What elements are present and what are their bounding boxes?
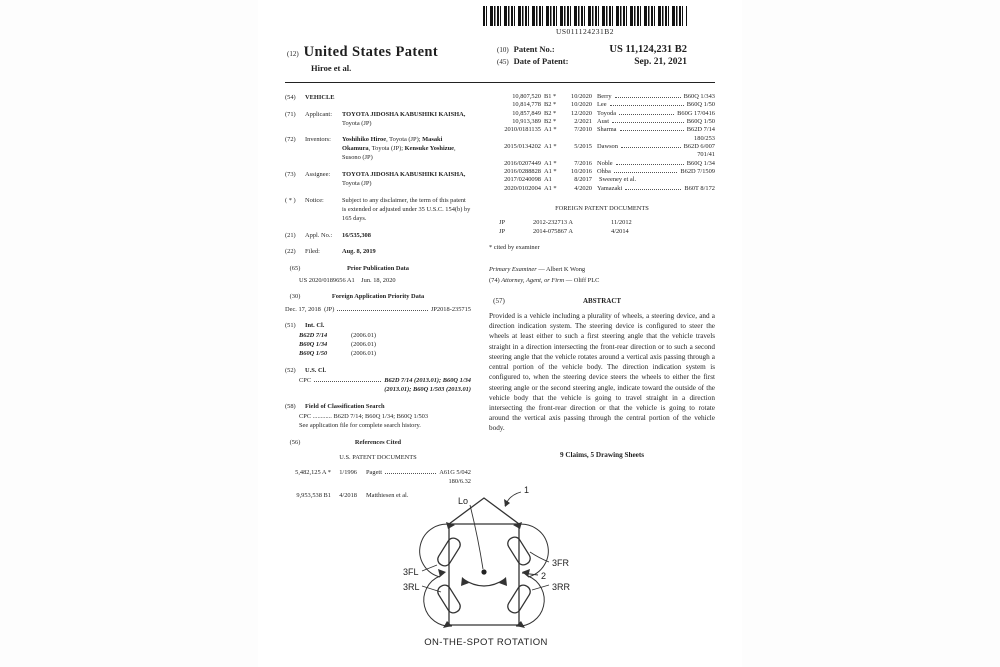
ref-date: 7/2010 (574, 126, 592, 134)
ref-name: Dawson (597, 142, 618, 150)
int-cl-row (299, 349, 471, 358)
wheel-arc-rear-left (424, 576, 452, 628)
abstract-text: Provided is a vehicle including a plurality of wheels, a steering device, and a direction indication system. The steering device is configured to steer the wheels at least either to such a first steering angle that the vehicle travels straight in a direction intersecting the front-rear direction or to such a second steering angle that the vehicle rotates around a vertical axis passing through a central portion of the vehicle body. The direction indication system is configured to, when the steering device steers the wheels to either the first steering angle or the second steering angle, indicate toward the outside of the vehicle body that the vehicle is going to travel straight in a direction intersecting the front-rear direction or that the vehicle is going to rotate around the vertical axis passing through the central portion of the vehicle body. (489, 312, 715, 433)
references-heading: References Cited (354, 438, 402, 446)
ref-name: Noble (597, 159, 613, 167)
header (287, 44, 687, 73)
foreign-priority-heading: Foreign Application Priority Data (331, 293, 425, 301)
int-cl-heading: Int. Cl. (305, 322, 325, 330)
ref-class: B62D 6/007 (683, 142, 715, 150)
ref-kind: A1 (544, 176, 552, 184)
leader-dots (615, 97, 681, 98)
applicant-org: TOYOTA JIDOSHA KABUSHIKI KAISHA, (342, 110, 466, 118)
ref-date: 10/2020 (571, 93, 592, 100)
field-code: (58) (285, 402, 296, 410)
field-71-applicant (285, 110, 471, 128)
field-code: (22) (285, 248, 296, 256)
attorney-label: Attorney, Agent, or Firm (501, 276, 565, 284)
ref-date: 4/2014 (611, 227, 629, 235)
barcode-block (483, 6, 687, 36)
ref-number: 2016/0288828 (504, 167, 541, 175)
label-1: 1 (524, 485, 530, 495)
lo-leader-line (470, 505, 483, 569)
field-code: (72) (285, 136, 296, 144)
class-year: (2006.01) (351, 341, 377, 349)
ref-country: JP (499, 227, 506, 235)
pub-date: Jun. 18, 2020 (361, 276, 396, 284)
ref-number: 10,857,849 (512, 109, 541, 117)
search-note: See application file for complete search history. (299, 421, 421, 429)
appl-no-label: Appl. No.: (305, 231, 333, 239)
field-52-us-cl (285, 366, 471, 394)
wheel-arc-rear-right (516, 576, 544, 628)
inventor-loc: , Toyota (JP); (368, 145, 405, 153)
examiner-block (489, 266, 715, 285)
field-code: (52) (285, 366, 296, 374)
applicant-loc: Toyota (JP) (342, 119, 372, 127)
patent-date: Sep. 21, 2021 (634, 57, 687, 67)
ref-date: 5/2015 (574, 142, 592, 150)
field-code: (73) (285, 171, 296, 179)
field-code: (30) (289, 293, 301, 301)
ref-number: 9,953,538 B1 (296, 491, 331, 499)
field-73-assignee (285, 170, 471, 188)
us-ref-row (489, 118, 715, 126)
leader-dots (614, 172, 678, 173)
leader-dots (385, 473, 436, 474)
right-column (489, 93, 715, 508)
doc-kind-code: (12) (287, 50, 299, 58)
cpc-line1 (299, 376, 471, 385)
ref-kind: A1 * (544, 184, 557, 192)
ref-kind: A1 * (544, 142, 557, 150)
ref1-arrow (504, 492, 521, 507)
drawing-figure (395, 480, 635, 667)
field-22-filed (285, 247, 471, 256)
ref-class: B60Q 1/34 (686, 159, 715, 167)
date-code: (45) (497, 58, 509, 66)
inventor-name: Kensuke Yoshizue (404, 145, 454, 153)
cited-by-examiner-note: * cited by examiner (489, 243, 540, 251)
ref-kind: A1 * (544, 167, 557, 175)
assignee-value (342, 170, 471, 188)
notice-label: Notice: (305, 196, 324, 204)
ref-class: B60Q 1/50 (686, 117, 715, 125)
leader-dots (616, 164, 684, 165)
us-cl-heading: U.S. Cl. (305, 366, 326, 374)
primary-examiner-label: Primary Examiner (489, 266, 537, 274)
leader-dots (314, 381, 381, 382)
label-3rr: 3RR (552, 582, 571, 592)
abstract-heading: ABSTRACT (582, 296, 622, 305)
us-ref-row (489, 143, 715, 151)
field-code: (21) (285, 231, 296, 239)
assignee-org: TOYOTA JIDOSHA KABUSHIKI KAISHA, (342, 171, 466, 179)
pub-number: US 2020/0189656 A1 (299, 276, 355, 284)
assignee-loc: Toyota (JP) (342, 180, 372, 188)
us-ref-row (489, 185, 715, 193)
field-code: (65) (289, 264, 301, 272)
ref-country: JP (499, 219, 506, 227)
ref-number: 2010/0181135 (504, 126, 541, 134)
priority-country: (JP) (324, 305, 335, 313)
ref-kind: B2 * (544, 117, 557, 125)
inventors-label: Inventors: (305, 136, 331, 144)
ref-class-cont: 701/41 (697, 151, 715, 159)
leader-dots (621, 147, 681, 148)
ref-name: Matthiesen et al. (366, 491, 409, 499)
class-code: B62D 7/14 (299, 332, 328, 340)
us-ref-row (489, 101, 715, 109)
leader-dots (337, 310, 428, 311)
label-3fl: 3FL (403, 567, 419, 577)
header-rule (285, 82, 715, 83)
date-label: Date of Patent: (513, 56, 569, 66)
us-ref-row (489, 160, 715, 168)
us-ref-row (489, 168, 715, 176)
leader-dots (610, 105, 684, 106)
attorney-value: — Oliff PLC (565, 276, 600, 284)
us-ref-row (489, 93, 715, 101)
ref-class: B60G 17/0416 (677, 109, 715, 117)
left-column (285, 93, 471, 508)
ref-kind: B2 * (544, 109, 557, 117)
us-refs-continued (489, 93, 715, 193)
cpc-line2: (2013.01); B60Q 1/503 (2013.01) (384, 386, 471, 394)
field-72-inventors (285, 135, 471, 162)
label-3rl: 3RL (403, 582, 420, 592)
vehicle-body-outline (449, 498, 519, 625)
field-code: (74) (489, 276, 500, 284)
ref-date: 1/1996 (339, 468, 357, 476)
class-year: (2006.01) (351, 332, 377, 340)
ref-name: Lee (597, 101, 607, 109)
us-docs-subheading: U.S. PATENT DOCUMENTS (339, 453, 417, 461)
notice-text: Subject to any disclaimer, the term of this patent is extended or adjusted under 35 U.S.C. 154(b) by 165 days. (342, 196, 471, 222)
rotation-center-dot (481, 569, 486, 574)
field-code: (56) (289, 438, 301, 446)
field-21-appl-no (285, 231, 471, 240)
ref-name: Ohba (597, 167, 611, 175)
ref-class-cont: 180/6.32 (448, 477, 471, 485)
ref-date: 12/2020 (571, 109, 592, 117)
ref-number: 10,807,520 (512, 93, 541, 100)
ref-number: 2016/0207449 (504, 159, 541, 167)
ref-date: 10/2016 (571, 167, 592, 175)
foreign-ref-row (499, 228, 715, 236)
fr-leader-line (530, 552, 549, 562)
ref-date: 8/2017 (574, 176, 592, 184)
foreign-docs-heading: FOREIGN PATENT DOCUMENTS (555, 204, 649, 212)
field-code: (57) (493, 296, 505, 305)
field-65-prior-pub (285, 264, 471, 285)
barcode (483, 6, 687, 26)
inventor-name: Masaki Okamura (342, 136, 443, 153)
rotation-arrow (461, 577, 507, 586)
ref-class: B60Q 1/343 (683, 93, 715, 100)
label-2: 2 (541, 571, 547, 581)
appl-no-value: 16/535,308 (342, 231, 371, 239)
inventor-loc: , Toyota (JP); (386, 136, 423, 144)
leader-dots (625, 189, 681, 190)
ref-class-cont: 180/253 (694, 134, 715, 142)
field-code: ( * ) (285, 196, 296, 204)
filed-value: Aug. 8, 2019 (342, 248, 376, 256)
leader-dots (619, 114, 674, 115)
ref-name: Berry (597, 93, 612, 100)
ref-date: 10/2020 (571, 101, 592, 109)
label-lo: Lo (458, 496, 469, 506)
figure-caption: ON-THE-SPOT ROTATION (424, 637, 548, 648)
patent-no-code: (10) (497, 46, 509, 54)
inventor-name: Yoshihiko Hiroe (342, 136, 387, 144)
ref-name: Sweeney et al. (599, 176, 637, 184)
prior-pub-heading: Prior Publication Data (346, 264, 409, 272)
class-year: (2006.01) (351, 350, 377, 358)
class-code: B60Q 1/34 (299, 341, 328, 349)
inventor-loc: , Susono (JP) (342, 145, 456, 162)
field-30-foreign-priority (285, 292, 471, 313)
ref-number: 2017/0240098 (504, 176, 541, 184)
field-code: (71) (285, 110, 296, 118)
cpc-label: CPC (299, 377, 312, 385)
author-line: Hiroe et al. (311, 63, 352, 73)
priority-date: Dec. 17, 2018 (285, 305, 321, 313)
ref-date: 11/2012 (611, 219, 632, 227)
priority-row (285, 305, 471, 314)
ref-date: 4/2020 (574, 184, 592, 192)
header-right (497, 44, 687, 73)
vehicle-top-view-drawing (395, 480, 635, 667)
field-51-int-cl (285, 321, 471, 358)
wheel-arc-front-left (420, 522, 455, 577)
ref-class: B62D 7/14 (686, 126, 715, 134)
int-cl-row (299, 340, 471, 349)
field-58-search (285, 402, 471, 430)
us-ref-row (489, 126, 715, 134)
patent-no-label: Patent No.: (513, 44, 555, 54)
ref-name: Toyoda (597, 109, 617, 117)
search-cpc: CPC ............ B62D 7/14; B60Q 1/34; B60Q 1/503 (299, 412, 429, 420)
search-heading: Field of Classification Search (305, 402, 385, 410)
applicant-value (342, 110, 471, 128)
header-left (287, 44, 438, 73)
columns (285, 93, 715, 508)
ref-date: 2/2021 (574, 117, 592, 125)
ref-name: Sharma (597, 126, 617, 134)
ref-kind: B1 * (544, 93, 557, 100)
leader-dots (612, 122, 684, 123)
leader-dots (620, 130, 684, 131)
field-54-title (285, 93, 471, 102)
ref-kind: B2 * (544, 101, 557, 109)
ref-kind: A1 * (544, 126, 557, 134)
ref-name: Yamazaki (597, 184, 623, 192)
ref-name: Pagett (366, 468, 382, 476)
applicant-label: Applicant: (305, 110, 332, 118)
label-3fr: 3FR (552, 558, 570, 568)
ref-class: B62D 7/1509 (680, 167, 715, 175)
ref-class: A61G 5/042 (439, 468, 471, 476)
ref-number: 10,814,778 (512, 101, 541, 109)
wheel-arc-front-right (513, 522, 548, 577)
ref-name: Aust (597, 117, 610, 125)
ref-number: 2015/0134202 (504, 142, 541, 150)
patent-front-page (258, 0, 742, 667)
class-code: B60Q 1/50 (299, 350, 328, 358)
filed-label: Filed: (305, 248, 320, 256)
primary-examiner-value: — Albert K Wong (538, 266, 586, 274)
ref-date: 7/2016 (574, 159, 592, 167)
inventors-value (342, 135, 471, 162)
ref-kind: A1 * (544, 159, 557, 167)
page-title: United States Patent (303, 44, 439, 60)
field-notice (285, 196, 471, 223)
ref-date: 4/2018 (339, 491, 357, 499)
invention-title: VEHICLE (305, 94, 335, 101)
cpc-classes: B62D 7/14 (2013.01); B60Q 1/34 (384, 377, 471, 385)
ref-number: 2012-232713 A (533, 219, 573, 227)
ref-number: 2020/0102004 (504, 184, 541, 192)
us-ref-row (285, 468, 471, 477)
int-cl-row (299, 331, 471, 340)
claims-line: 9 Claims, 5 Drawing Sheets (559, 450, 645, 459)
abstract-section (489, 297, 715, 434)
barcode-text: US011124231B2 (555, 27, 615, 36)
us-ref-row (489, 110, 715, 118)
ref-number: 2014-075867 A (533, 227, 573, 235)
ref-class: B60Q 1/50 (686, 101, 715, 109)
patent-number: US 11,124,231 B2 (609, 44, 687, 55)
foreign-ref-row (499, 219, 715, 227)
field-code: (54) (285, 94, 296, 101)
prior-pub-row (299, 276, 471, 285)
field-code: (51) (285, 322, 296, 330)
us-ref-row (489, 176, 715, 184)
ref-number: 5,482,125 A * (295, 468, 331, 476)
ref-class: B60T 8/172 (684, 184, 715, 192)
ref-number: 10,913,389 (512, 117, 541, 125)
assignee-label: Assignee: (305, 171, 331, 179)
priority-number: JP2018-235715 (430, 305, 471, 313)
